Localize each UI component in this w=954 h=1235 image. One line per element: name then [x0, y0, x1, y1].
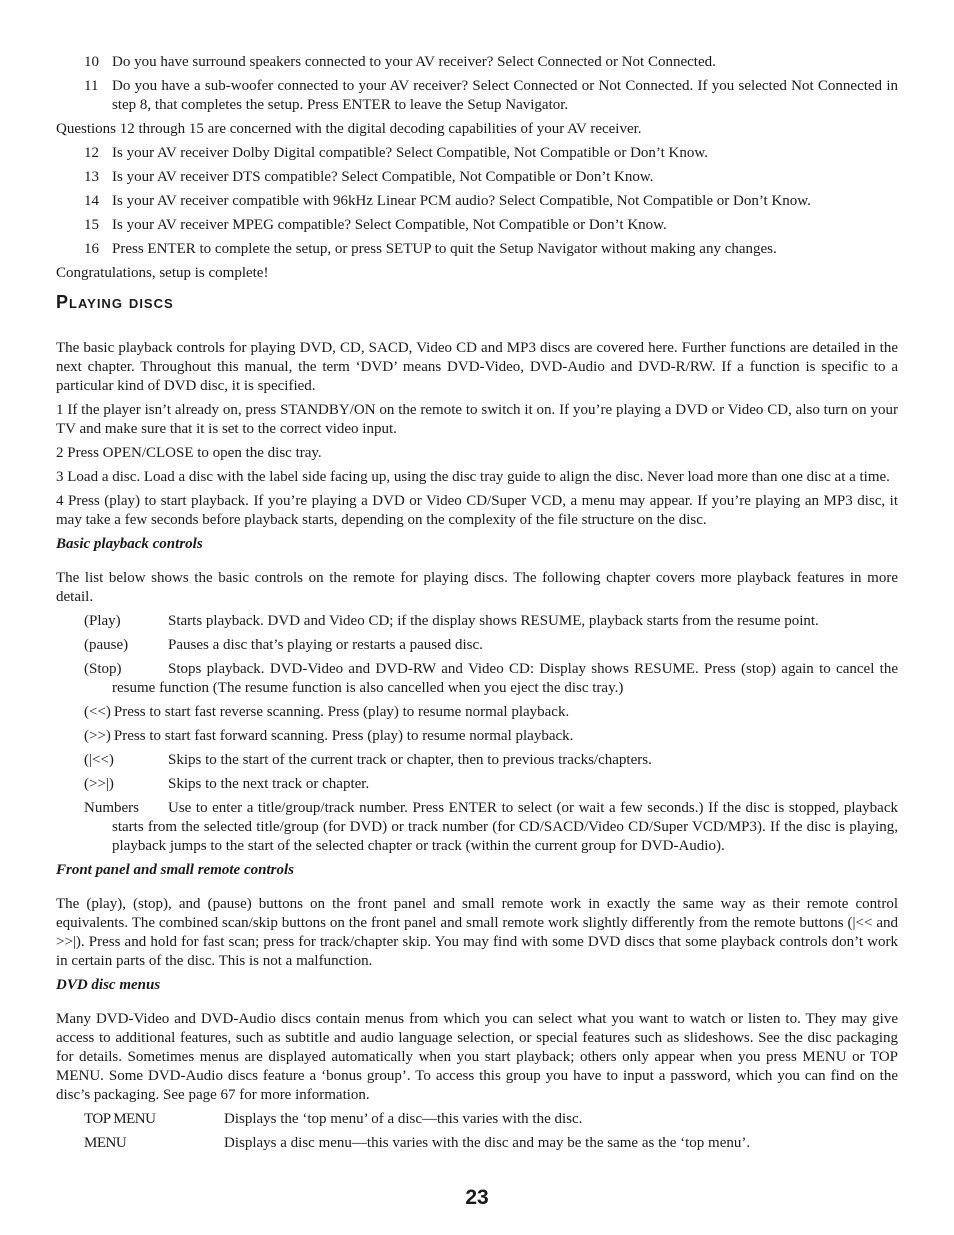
control-desc: Skips to the next track or chapter. — [168, 776, 370, 792]
step-text: Do you have surround speakers connected to your AV receiver? Select Connected or Not Connected. — [112, 54, 716, 70]
section-title: Playing discs — [56, 292, 174, 312]
instruction-step: 4 Press (play) to start playback. If you’re playing a DVD or Video CD/Super VCD, a menu may appear. If you’re playing an MP3 disc, it may take a few seconds before playback starts, depending on the complexity of the file structure on the disc. — [56, 493, 898, 528]
questions-intro: Questions 12 through 15 are concerned with the digital decoding capabilities of your AV receiver. — [56, 121, 642, 137]
setup-step — [56, 53, 898, 72]
instruction-step: 3 Load a disc. Load a disc with the label side facing up, using the disc tray guide to align the disc. Never load more than one disc at a time. — [56, 469, 890, 485]
control-desc: Press to start fast reverse scanning. Press (play) to resume normal playback. — [113, 704, 570, 720]
congrats-text: Congratulations, setup is complete! — [56, 265, 269, 281]
control-desc: Skips to the start of the current track or chapter, then to previous tracks/chapters. — [168, 752, 652, 768]
step-text: Is your AV receiver DTS compatible? Select Compatible, Not Compatible or Don’t Know. — [112, 169, 654, 185]
step-number: 15 — [84, 217, 99, 233]
control-item — [84, 775, 898, 794]
instruction-step: 2 Press OPEN/CLOSE to open the disc tray. — [56, 445, 322, 461]
menu-key: TOP MENU — [84, 1111, 156, 1127]
control-key: (>>) — [84, 728, 111, 744]
control-item — [84, 612, 898, 631]
control-desc: Pauses a disc that’s playing or restarts a paused disc. — [168, 637, 483, 653]
step-text: Is your AV receiver Dolby Digital compatible? Select Compatible, Not Compatible or Don’t Know. — [112, 145, 709, 161]
menu-key: MENU — [84, 1135, 127, 1151]
control-item — [84, 727, 898, 746]
front-panel-text: The (play), (stop), and (pause) buttons on the front panel and small remote work in exactly the same way as their remote control equivalents. The combined scan/skip buttons on the front panel and small remote work slightly differently from the remote buttons (|<< and >>|). Press and hold for fast scan; press for track/chapter skip. You may find with some DVD discs that some playback controls don’t work in certain parts of the disc. This is not a malfunction. — [56, 896, 898, 969]
control-item — [84, 751, 898, 770]
menu-item — [84, 1134, 898, 1153]
control-desc: Stops playback. DVD-Video and DVD-RW and Video CD: Display shows RESUME. Press (stop) again to cancel the resume function (The resume function is also cancelled when you eject the disc tray.) — [112, 661, 898, 696]
step-number: 10 — [84, 54, 99, 70]
manual-page — [56, 53, 898, 1158]
control-desc: Press to start fast forward scanning. Press (play) to resume normal playback. — [113, 728, 574, 744]
control-key: Numbers — [84, 800, 139, 816]
control-item — [84, 703, 898, 722]
control-key: (Stop) — [84, 661, 122, 677]
control-key: (|<<) — [84, 752, 114, 768]
step-number: 11 — [84, 78, 99, 94]
front-panel-heading: Front panel and small remote controls — [56, 862, 294, 878]
setup-step — [56, 168, 898, 187]
setup-step — [56, 77, 898, 115]
control-item — [84, 660, 898, 698]
setup-step — [56, 192, 898, 211]
step-number: 13 — [84, 169, 99, 185]
setup-step — [56, 240, 898, 259]
control-desc: Use to enter a title/group/track number. Press ENTER to select (or wait a few seconds.) If the disc is stopped, playback starts from the selected title/group (for DVD) or track number (for CD/SACD/Video CD/Super VCD/MP3). If the disc is playing, playback jumps to the start of the selected chapter or track (within the current group for DVD-Audio). — [112, 800, 898, 854]
step-text: Is your AV receiver MPEG compatible? Select Compatible, Not Compatible or Don’t Know. — [112, 217, 667, 233]
control-key: (pause) — [84, 637, 129, 653]
control-desc: Starts playback. DVD and Video CD; if the display shows RESUME, playback starts from the resume point. — [168, 613, 819, 629]
setup-step — [56, 216, 898, 235]
instruction-step: 1 If the player isn’t already on, press STANDBY/ON on the remote to switch it on. If you’re playing a DVD or Video CD, also turn on your TV and make sure that it is set to the correct video input. — [56, 402, 898, 437]
basic-controls-heading: Basic playback controls — [56, 536, 203, 552]
menu-desc: Displays a disc menu—this varies with the disc and may be the same as the ‘top menu’. — [224, 1135, 751, 1151]
step-number: 16 — [84, 241, 99, 257]
page-number: 23 — [465, 1186, 489, 1209]
control-item — [84, 636, 898, 655]
step-text: Press ENTER to complete the setup, or press SETUP to quit the Setup Navigator without making any changes. — [112, 241, 777, 257]
control-key: (>>|) — [84, 776, 114, 792]
disc-menus-heading: DVD disc menus — [56, 977, 161, 993]
intro-paragraph: The basic playback controls for playing DVD, CD, SACD, Video CD and MP3 discs are covered here. Further functions are detailed in the next chapter. Throughout this manual, the term ‘DVD’ means DVD-Video, DVD-Audio and DVD-R/RW. If a function is specific to a particular kind of DVD disc, it is specified. — [56, 340, 898, 394]
control-key: (Play) — [84, 613, 121, 629]
setup-step — [56, 144, 898, 163]
menu-item — [84, 1110, 898, 1129]
step-number: 12 — [84, 145, 99, 161]
control-item — [84, 799, 898, 856]
basic-controls-intro: The list below shows the basic controls on the remote for playing discs. The following chapter covers more playback features in more detail. — [56, 570, 898, 605]
step-text: Do you have a sub-woofer connected to your AV receiver? Select Connected or Not Connected. If you selected Not Connected in step 8, that completes the setup. Press ENTER to leave the Setup Navigator. — [112, 78, 898, 113]
step-number: 14 — [84, 193, 99, 209]
step-text: Is your AV receiver compatible with 96kHz Linear PCM audio? Select Compatible, Not Compatible or Don’t Know. — [112, 193, 811, 209]
menu-desc: Displays the ‘top menu’ of a disc—this varies with the disc. — [224, 1111, 583, 1127]
disc-menus-text: Many DVD-Video and DVD-Audio discs contain menus from which you can select what you want to watch or listen to. They may give access to additional features, such as subtitle and audio language selection, or special features such as slideshows. See the disc packaging for details. Sometimes menus are displayed automatically when you start playback; others only appear when you press MENU or TOP MENU. Some DVD-Audio discs feature a ‘bonus group’. To access this group you have to input a password, which you can find on the disc’s packaging. See page 67 for more information. — [56, 1011, 898, 1103]
control-key: (<<) — [84, 704, 111, 720]
